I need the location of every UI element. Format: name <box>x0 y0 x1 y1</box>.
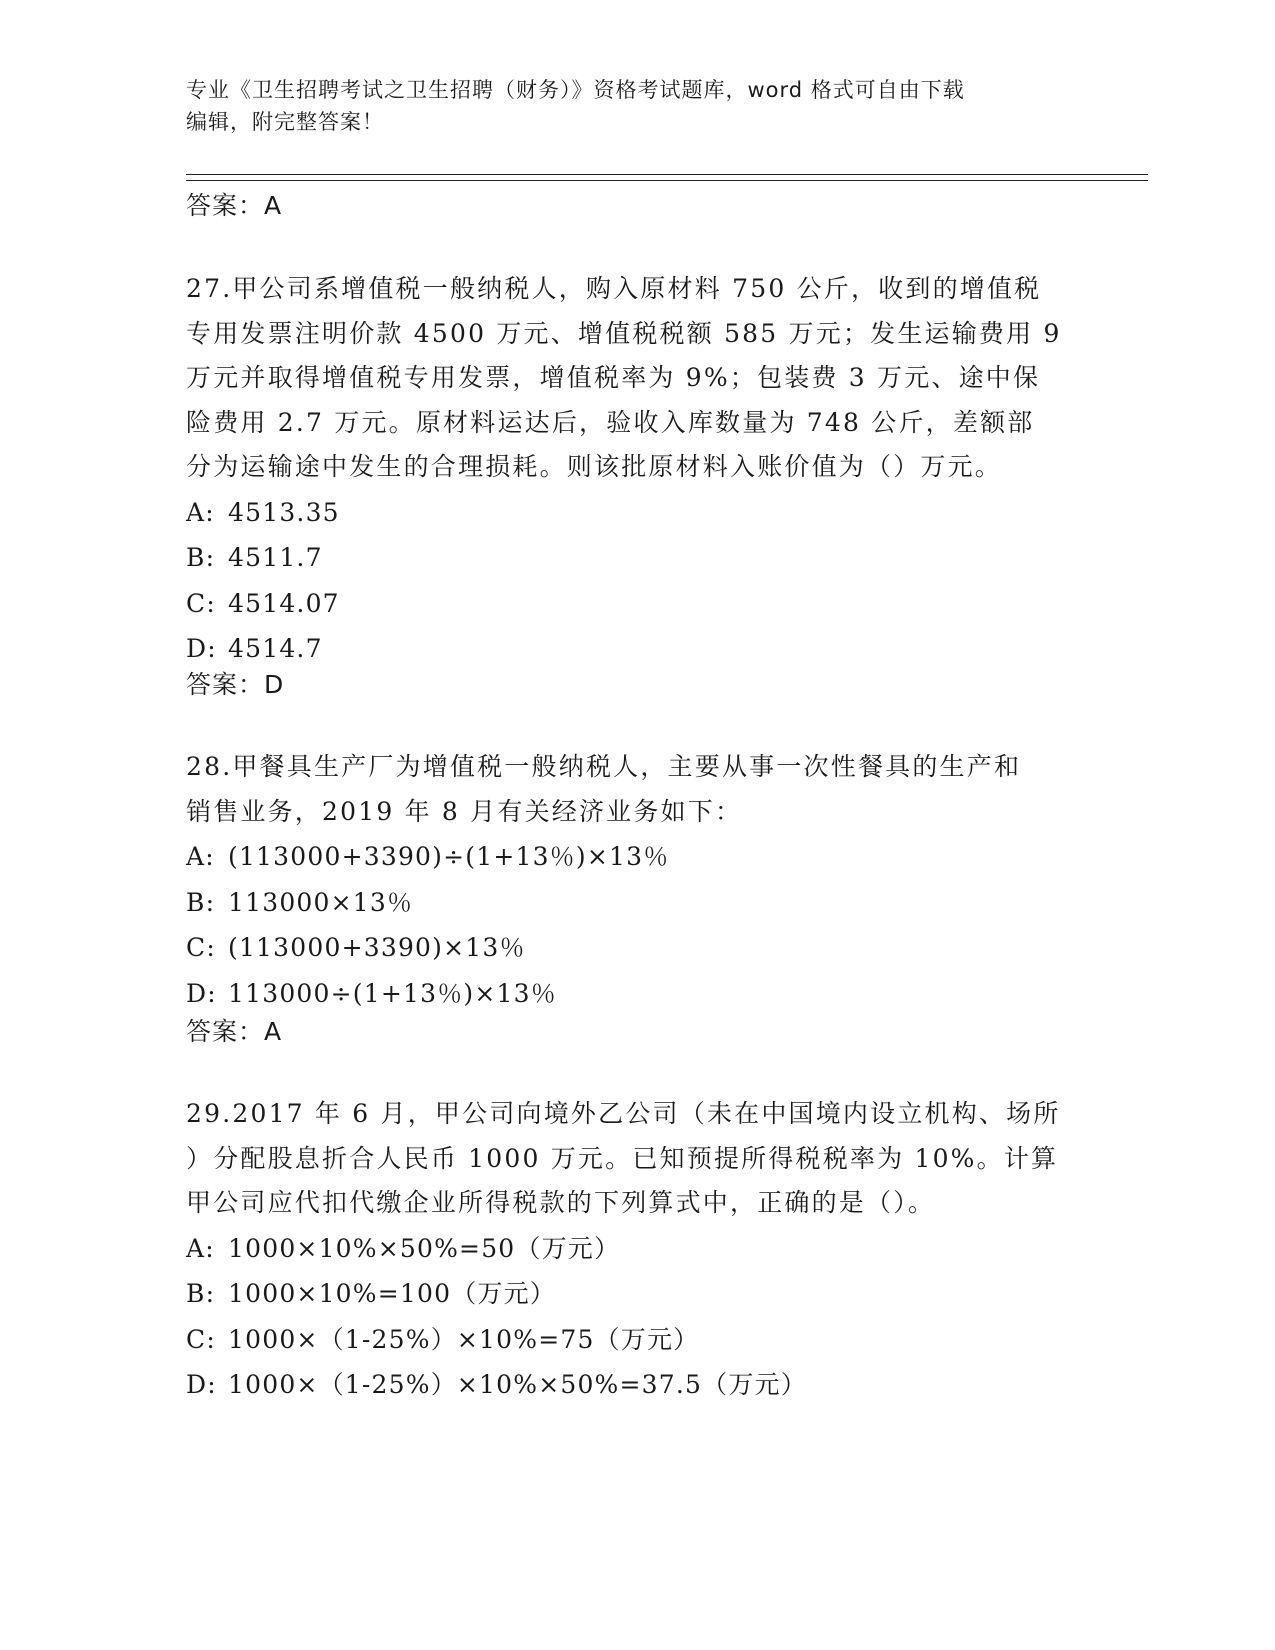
question-27-option-d <box>186 626 1086 672</box>
option-text: 4514.07 <box>228 588 340 618</box>
document-header <box>186 74 1086 138</box>
question-28-option-d <box>186 971 1086 1017</box>
option-label: A: <box>186 497 215 527</box>
question-29 <box>186 1092 1086 1408</box>
option-label: D: <box>186 634 217 663</box>
option-label: B: <box>186 887 216 917</box>
question-27-option-b <box>186 535 1086 581</box>
question-27-line-4: 险费用 2.7 万元。原材料运达后，验收入库数量为 748 公斤，差额部 <box>186 407 1035 437</box>
option-label: C: <box>186 933 216 962</box>
option-label: C: <box>186 588 216 618</box>
option-label: B: <box>186 543 216 572</box>
question-29-line-1: 29.2017 年 6 月，甲公司向境外乙公司（未在中国境内设立机构、场所 <box>186 1099 1061 1128</box>
question-29-option-a <box>186 1226 1086 1272</box>
option-text: 113000÷(1+13％)×13％ <box>228 978 557 1008</box>
question-28-option-b <box>186 880 1086 926</box>
option-label: C: <box>186 1324 216 1354</box>
option-label: A: <box>186 842 215 871</box>
question-28-answer: 答案：A <box>186 1017 283 1046</box>
option-text: 1000×10%=100（万元） <box>228 1279 557 1308</box>
option-text: 113000×13％ <box>228 887 414 917</box>
header-line-2: 编辑，附完整答案！ <box>186 110 384 134</box>
option-label: A: <box>186 1233 215 1263</box>
header-rule-bottom <box>186 180 1148 181</box>
option-text: 1000×（1-25%）×10%=75（万元） <box>228 1324 700 1354</box>
option-text: 1000×（1-25%）×10%×50%=37.5（万元） <box>228 1370 807 1399</box>
question-27 <box>186 267 1086 672</box>
option-label: B: <box>186 1279 216 1308</box>
option-text: (113000+3390)÷(1+13％)×13％ <box>228 842 670 871</box>
option-label: D: <box>186 1370 217 1399</box>
question-29-option-b <box>186 1271 1086 1317</box>
question-29-option-d <box>186 1362 1086 1408</box>
option-text: 1000×10%×50%=50（万元） <box>228 1233 621 1263</box>
header-line-1: 专业《卫生招聘考试之卫生招聘（财务）》资格考试题库，word 格式可自由下载 <box>186 78 965 102</box>
question-28-line-1: 28.甲餐具生产厂为增值税一般纳税人，主要从事一次性餐具的生产和 <box>186 752 1022 781</box>
question-29-line-2: ）分配股息折合人民币 1000 万元。已知预提所得税税率为 10%。计算 <box>186 1143 1059 1173</box>
question-27-line-1: 27.甲公司系增值税一般纳税人，购入原材料 750 公斤，收到的增值税 <box>186 274 1042 303</box>
question-29-option-c <box>186 1317 1086 1363</box>
question-28-option-c <box>186 925 1086 971</box>
option-text: (113000+3390)×13％ <box>228 933 526 962</box>
option-text: 4514.7 <box>228 634 323 663</box>
question-28 <box>186 745 1086 1016</box>
header-rule-top <box>186 174 1148 175</box>
question-27-line-5: 分为运输途中发生的合理损耗。则该批原材料入账价值为（）万元。 <box>186 452 1003 481</box>
question-27-option-a <box>186 490 1086 536</box>
question-28-line-2: 销售业务，2019 年 8 月有关经济业务如下： <box>186 796 743 826</box>
option-label: D: <box>186 978 217 1008</box>
question-27-option-c <box>186 581 1086 627</box>
question-27-line-3: 万元并取得增值税专用发票，增值税率为 9%；包装费 3 万元、途中保 <box>186 363 1041 392</box>
question-27-line-2: 专用发票注明价款 4500 万元、增值税税额 585 万元；发生运输费用 9 <box>186 318 1062 348</box>
question-29-line-3: 甲公司应代扣代缴企业所得税款的下列算式中，正确的是（）。 <box>186 1188 936 1217</box>
question-28-option-a <box>186 834 1086 880</box>
option-text: 4513.35 <box>228 497 340 527</box>
option-text: 4511.7 <box>228 543 323 572</box>
answer-prev-question: 答案：A <box>186 191 283 220</box>
question-27-answer: 答案：D <box>186 670 285 699</box>
